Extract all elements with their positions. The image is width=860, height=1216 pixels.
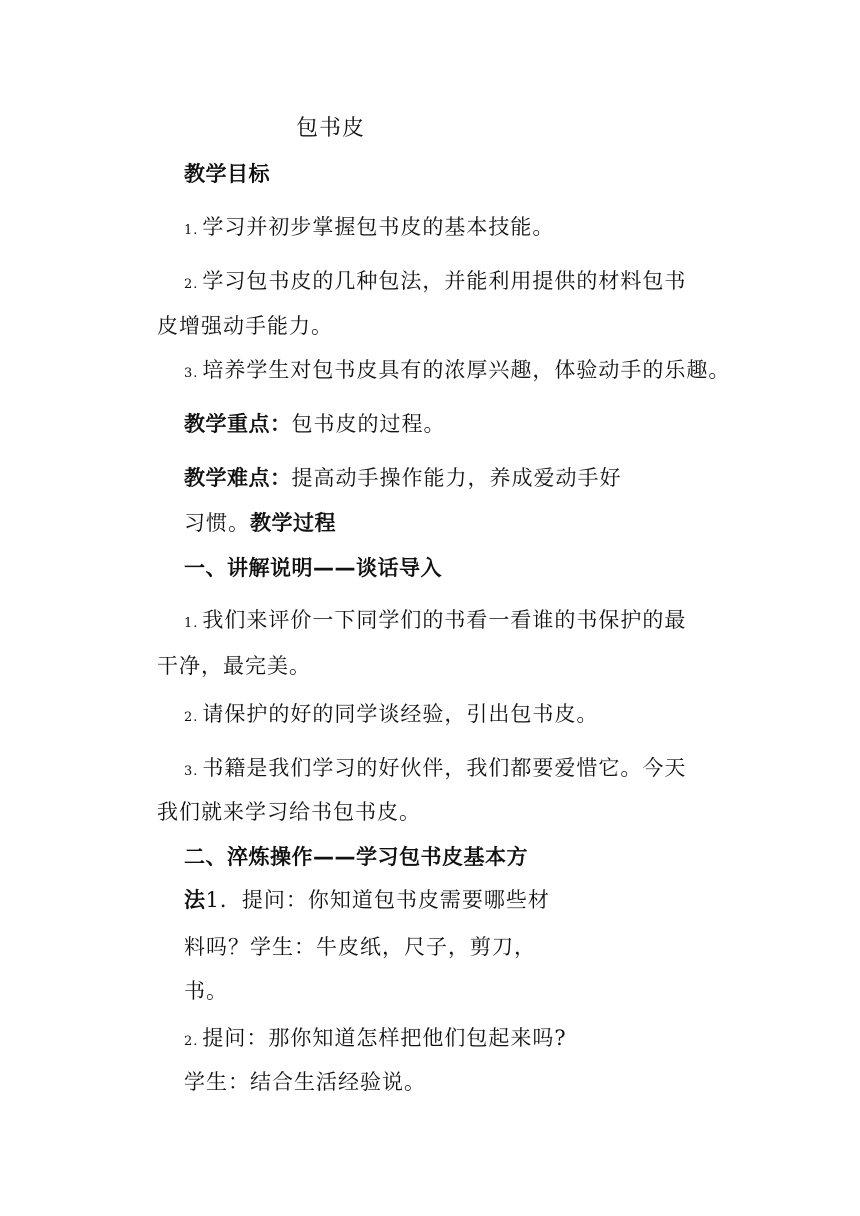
- question-1-text: 1．提问：你知道包书皮需要哪些材: [205, 888, 550, 912]
- item-number: 2.: [184, 277, 199, 292]
- item-number: 3.: [184, 764, 199, 779]
- section-1-item-1-continued: 干净，最完美。: [157, 654, 311, 678]
- section-2-answer: 学生：结合生活经验说。: [184, 1070, 426, 1094]
- difficulty-text-end: 习惯。: [184, 511, 250, 535]
- item-text: 书籍是我们学习的好伙伴，我们都要爱惜它。今天: [202, 756, 687, 780]
- section-1-item-3-continued: 我们就来学习给书包书皮。: [157, 800, 421, 824]
- section-1-item-1: [184, 606, 686, 638]
- section-1-item-2: [184, 700, 598, 732]
- difficulty-label: 教学难点：: [184, 466, 292, 490]
- document-title: 包书皮: [296, 116, 366, 141]
- difficulty-text: 提高动手操作能力，养成爱动手好: [291, 466, 622, 490]
- section-2-heading: 二、淬炼操作——学习包书皮基本方: [184, 845, 528, 869]
- difficulty-continued: [184, 509, 336, 537]
- objective-text: 培养学生对包书皮具有的浓厚兴趣，体验动手的乐趣。: [202, 358, 731, 382]
- objective-item-2-continued: 皮增强动手能力。: [157, 314, 333, 338]
- objective-text: 学习包书皮的几种包法，并能利用提供的材料包书: [202, 269, 687, 293]
- section-2-question-1-continued: 料吗？学生：牛皮纸，尺子，剪刀，: [184, 935, 536, 959]
- objective-item-3: [184, 356, 730, 388]
- difficulty: [184, 464, 622, 492]
- objectives-heading: 教学目标: [184, 162, 270, 186]
- key-point-text: 包书皮的过程。: [291, 412, 446, 436]
- item-number: 3.: [184, 366, 199, 381]
- objective-text: 学习并初步掌握包书皮的基本技能。: [202, 215, 555, 239]
- section-2-question-1: [184, 886, 550, 914]
- section-2-question-1-end: 书。: [184, 979, 228, 1003]
- item-number: 2.: [184, 1034, 199, 1049]
- item-number: 1.: [184, 616, 199, 631]
- objective-item-1: [184, 213, 554, 245]
- key-point: [184, 410, 446, 438]
- section-2-heading-end: 法: [184, 888, 206, 912]
- item-number: 1.: [184, 223, 199, 238]
- question-2-text: 提问：那你知道怎样把他们包起来吗?: [202, 1026, 567, 1050]
- key-point-label: 教学重点：: [184, 412, 292, 436]
- process-heading: 教学过程: [250, 511, 336, 535]
- section-1-heading: 一、讲解说明——谈话导入: [184, 556, 442, 580]
- item-number: 2.: [184, 710, 199, 725]
- section-2-question-2: [184, 1024, 567, 1056]
- item-text: 我们来评价一下同学们的书看一看谁的书保护的最: [202, 608, 687, 632]
- objective-item-2: [184, 267, 686, 299]
- item-text: 请保护的好的同学谈经验，引出包书皮。: [202, 702, 599, 726]
- section-1-item-3: [184, 754, 686, 786]
